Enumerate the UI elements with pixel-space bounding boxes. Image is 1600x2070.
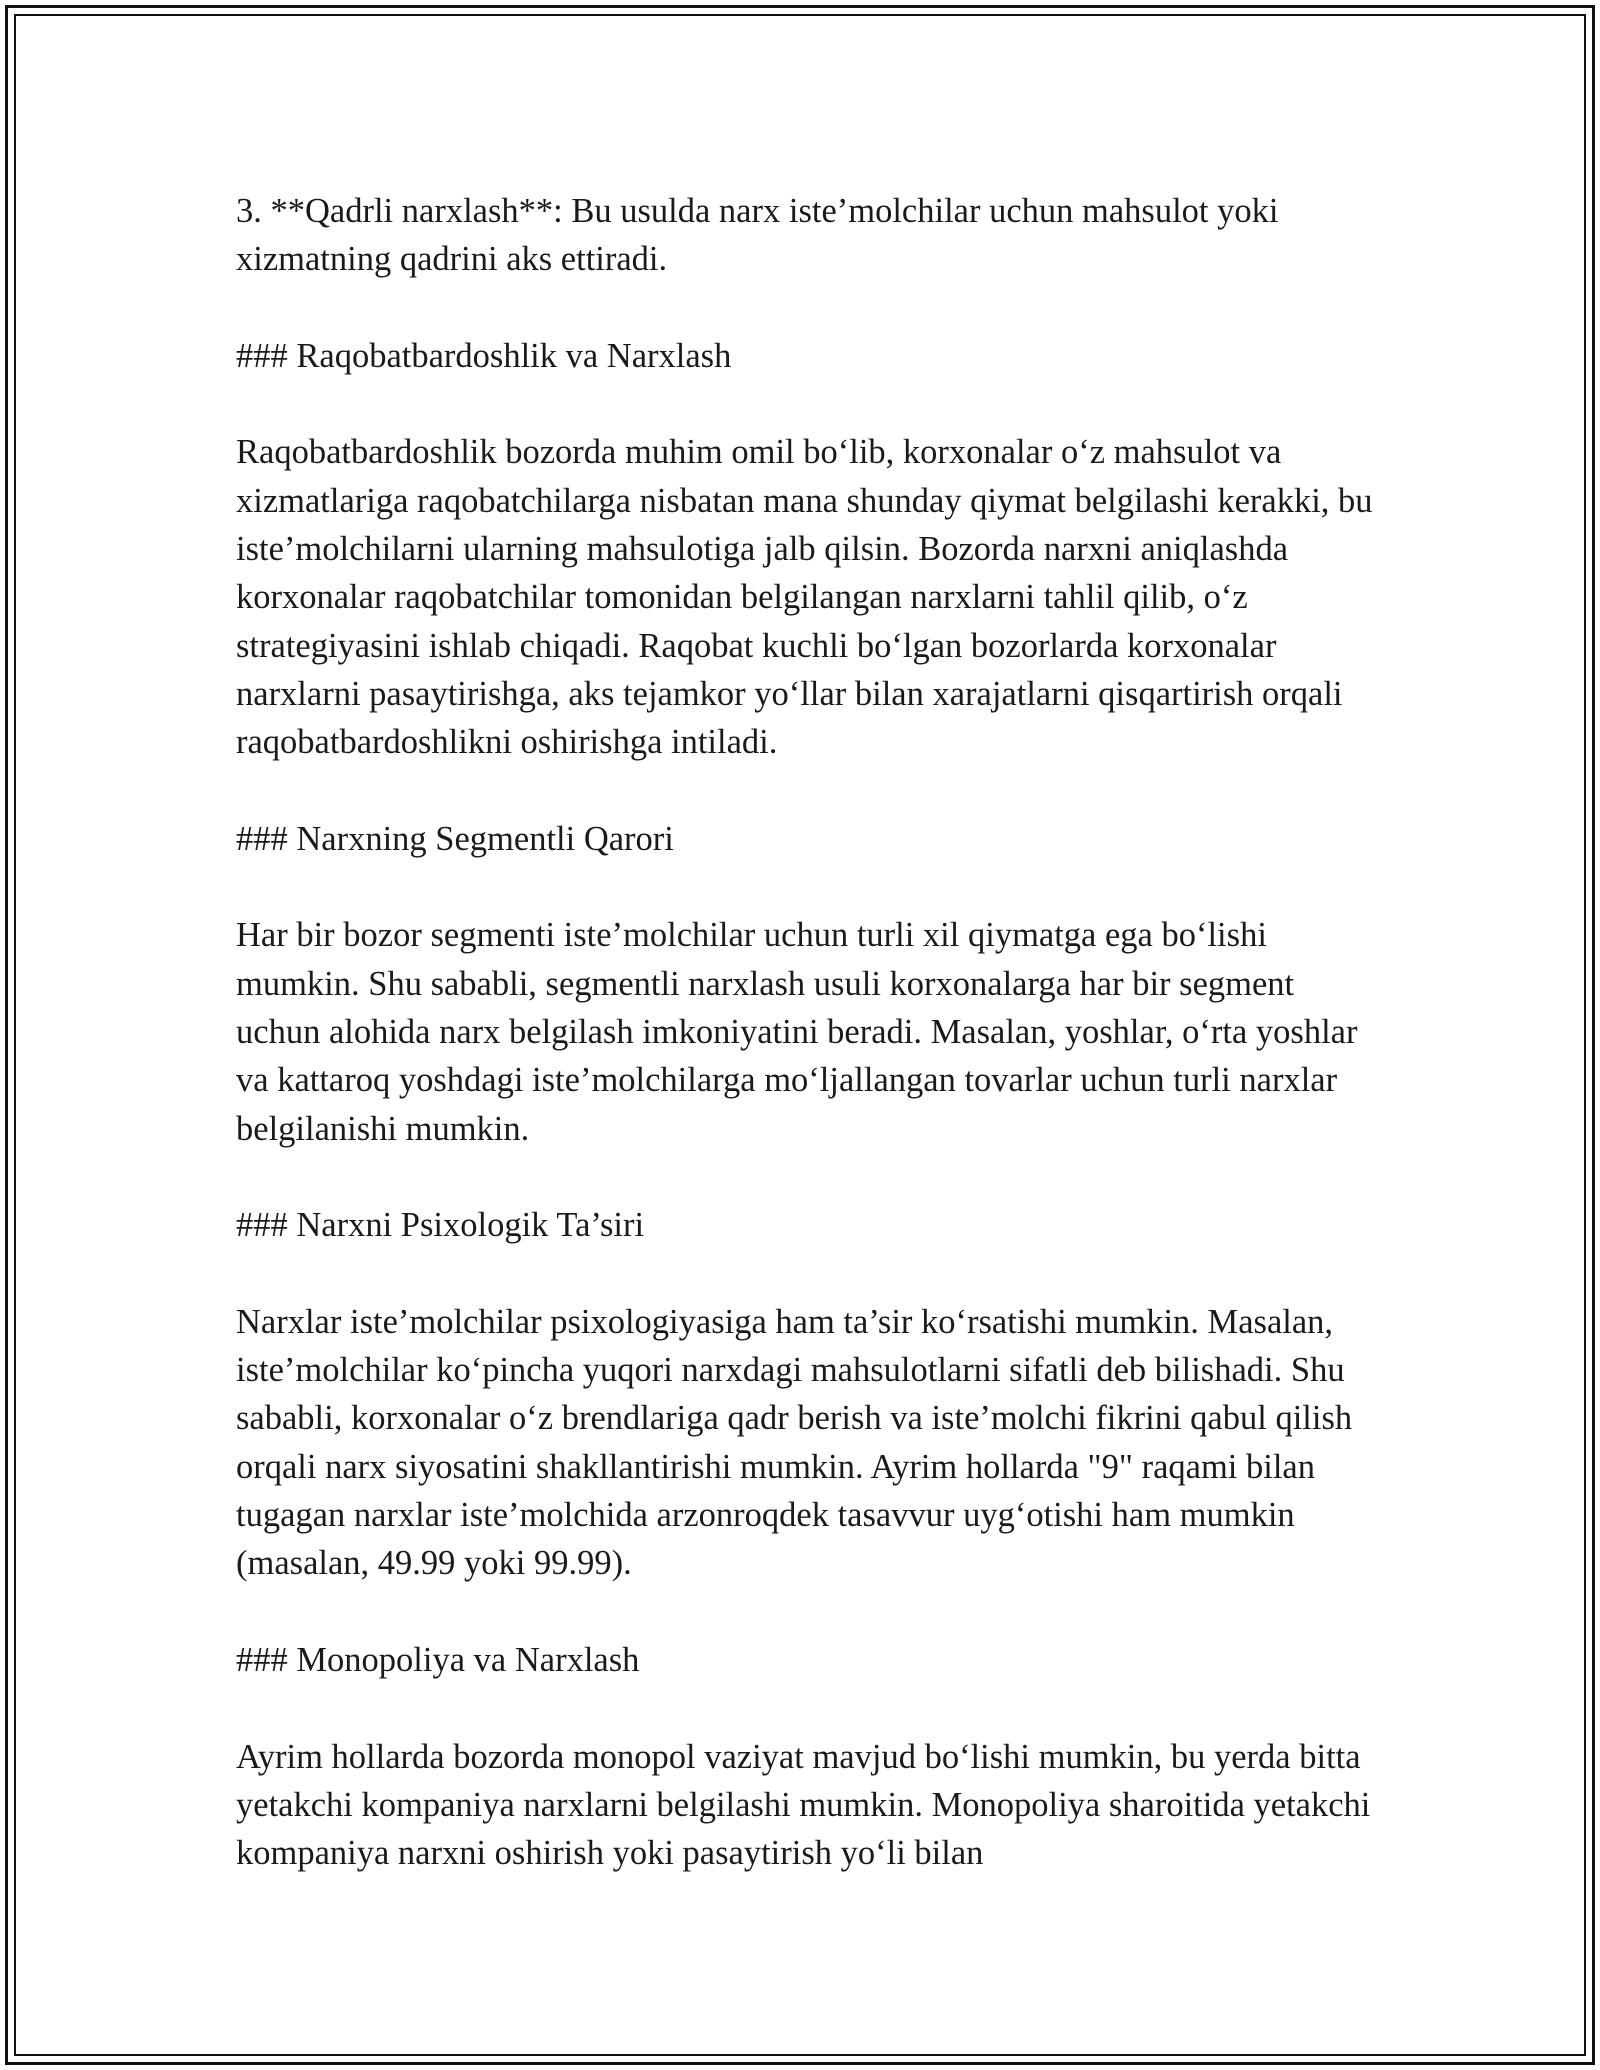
document-body bbox=[236, 187, 1376, 1926]
paragraph-raqobatbardoshlik: Raqobatbardoshlik bozorda muhim omil bo‘lib, korxonalar o‘z mahsulot va xizmatlariga raqobatchilarga nisbatan mana shunday qiymat belgilashi kerakki, bu iste’molchilarni ularning mahsulotiga jalb qilsin. Bozorda narxni aniqlashda korxonalar raqobatchilar tomonidan belgilangan narxlarni tahlil qilib, o‘z strategiyasini ishlab chiqadi. Raqobat kuchli bo‘lgan bozorlarda korxonalar narxlarni pasaytirishga, aks tejamkor yo‘llar bilan xarajatlarni qisqartirish orqali raqobatbardoshlikni oshirishga intiladi. bbox=[236, 433, 1373, 762]
heading-raqobatbardoshlik: ### Raqobatbardoshlik va Narxlash bbox=[236, 336, 732, 375]
heading-segmentli-qarori: ### Narxning Segmentli Qarori bbox=[236, 819, 674, 858]
heading-monopoliya: ### Monopoliya va Narxlash bbox=[236, 1640, 640, 1679]
heading-psixologik-tasiri: ### Narxni Psixologik Ta’siri bbox=[236, 1206, 645, 1245]
paragraph-monopoliya: Ayrim hollarda bozorda monopol vaziyat mavjud bo‘lishi mumkin, bu yerda bitta yetakchi kompaniya narxlarni belgilashi mumkin. Monopoliya sharoitida yetakchi kompaniya narxni oshirish yoki pasaytirish yo‘li bilan bbox=[236, 1737, 1371, 1873]
paragraph-psixologik-tasiri: Narxlar iste’molchilar psixologiyasiga ham ta’sir ko‘rsatishi mumkin. Masalan, iste’molchilar ko‘pincha yuqori narxdagi mahsulotlarni sifatli deb bilishadi. Shu sababli, korxonalar o‘z brendlariga qadr berish va iste’molchi fikrini qabul qilish orqali narx siyosatini shakllantirishi mumkin. Ayrim hollarda "9" raqami bilan tugagan narxlar iste’molchida arzonroqdek tasavvur uyg‘otishi ham mumkin (masalan, 49.99 yoki 99.99). bbox=[236, 1302, 1353, 1583]
paragraph-qadrli-narxlash: 3. **Qadrli narxlash**: Bu usulda narx iste’molchilar uchun mahsulot yoki xizmatning qadrini aks ettiradi. bbox=[236, 192, 1279, 279]
paragraph-segmentli-qarori: Har bir bozor segmenti iste’molchilar uchun turli xil qiymatga ega bo‘lishi mumkin. Shu sababli, segmentli narxlash usuli korxonalarga har bir segment uchun alohida narx belgilash imkoniyatini beradi. Masalan, yoshlar, o‘rta yoshlar va kattaroq yoshdagi iste’molchilarga mo‘ljallangan tovarlar uchun turli narxlar belgilanishi mumkin. bbox=[236, 916, 1358, 1148]
